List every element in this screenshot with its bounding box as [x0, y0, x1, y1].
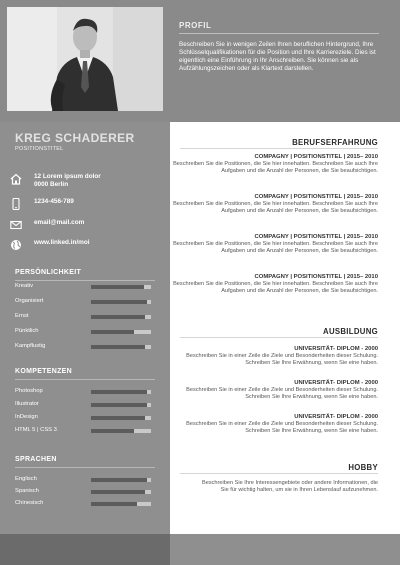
experience-entry	[173, 274, 378, 295]
skill-label: Englisch	[15, 476, 37, 482]
experience-entry-title: COMPAGNY | POSITIONSTITEL | 2015– 2010	[254, 154, 378, 160]
envelope-icon	[10, 219, 22, 231]
experience-heading: BERUFSERFAHRUNG	[292, 138, 378, 147]
education-entry-title: UNIVERSITÄT- DIPLOM - 2000	[294, 346, 378, 352]
phone-number: 1234-456-789	[34, 198, 74, 205]
experience-entry-description: Beschreiben Sie die Positionen, die Sie hier innehatten. Beschreiben Sie auch Ihre Aufgaben und die Anzahl der Personen, die Sie beaufsichtigen.	[173, 241, 378, 254]
skill-label: Kreativ	[15, 283, 34, 289]
skill-level-fill	[91, 285, 144, 289]
skill-level-fill	[91, 315, 145, 319]
address-line-1: 12 Lorem ipsum dolor	[34, 173, 101, 180]
address-line-2: 0000 Berlin	[34, 181, 69, 188]
skill-level-bar	[91, 478, 151, 482]
phone-icon	[10, 198, 22, 210]
skill-row	[15, 313, 155, 321]
skills-heading: KOMPETENZEN	[15, 368, 72, 375]
skill-label: Illustrator	[15, 401, 39, 407]
skill-level-fill	[91, 390, 147, 394]
skill-label: Ernst	[15, 313, 29, 319]
skill-label: HTML 5 | CSS 3	[15, 427, 57, 433]
skill-level-bar	[91, 345, 151, 349]
skill-row	[15, 414, 155, 422]
education-entry	[173, 414, 378, 435]
skill-row	[15, 488, 155, 496]
skill-level-fill	[91, 478, 147, 482]
experience-entry	[173, 234, 378, 255]
experience-entry-title: COMPAGNY | POSITIONSTITEL | 2015– 2010	[254, 234, 378, 240]
skill-level-fill	[91, 490, 145, 494]
skill-label: Photoshop	[15, 388, 43, 394]
skill-level-bar	[91, 300, 151, 304]
skill-level-bar	[91, 429, 151, 433]
globe-icon	[10, 239, 22, 251]
languages-heading: SPRACHEN	[15, 456, 57, 463]
skill-level-bar	[91, 502, 151, 506]
skill-label: Spanisch	[15, 488, 39, 494]
profile-photo	[7, 7, 163, 111]
education-heading: AUSBILDUNG	[323, 327, 378, 336]
photo-frame	[0, 0, 170, 122]
person-photo-illustration	[7, 7, 163, 111]
home-icon	[10, 173, 22, 185]
skill-level-bar	[91, 330, 151, 334]
education-entry-description: Beschreiben Sie in einer Zeile die Ziele und Besonderheiten dieser Schulung. Schreiben Sie Ihre Erwähnung, wenn Sie eine haben.	[186, 387, 378, 400]
person-name: KREG SCHADERER	[15, 131, 135, 145]
skill-level-bar	[91, 403, 151, 407]
profile-section	[170, 0, 400, 122]
skills-divider	[15, 379, 155, 380]
skill-level-bar	[91, 285, 151, 289]
experience-entry	[173, 154, 378, 175]
skill-level-fill	[91, 502, 137, 506]
skill-row	[15, 476, 155, 484]
skill-row	[15, 401, 155, 409]
skill-level-bar	[91, 315, 151, 319]
skill-level-bar	[91, 390, 151, 394]
experience-entry-description: Beschreiben Sie die Positionen, die Sie hier innehatten. Beschreiben Sie auch Ihre Aufgaben und die Anzahl der Personen, die Sie beaufsichtigen.	[173, 281, 378, 294]
education-entry-description: Beschreiben Sie in einer Zeile die Ziele und Besonderheiten dieser Schulung. Schreiben Sie Ihre Erwähnung, wenn Sie eine haben.	[186, 353, 378, 366]
skill-row	[15, 343, 155, 351]
skill-level-fill	[91, 300, 147, 304]
profile-divider	[179, 33, 379, 34]
education-divider	[180, 337, 378, 338]
sidebar	[0, 122, 170, 534]
email-link[interactable]: email@mail.com	[34, 219, 85, 226]
skill-row	[15, 500, 155, 508]
position-title: POSITIONSTITEL	[15, 146, 64, 152]
skill-level-fill	[91, 330, 134, 334]
skill-row	[15, 427, 155, 435]
skill-label: Kampflustig	[15, 343, 46, 349]
experience-entry-title: COMPAGNY | POSITIONSTITEL | 2015– 2010	[254, 274, 378, 280]
skill-level-bar	[91, 490, 151, 494]
experience-entry-description: Beschreiben Sie die Positionen, die Sie hier innehatten. Beschreiben Sie auch Ihre Aufgaben und die Anzahl der Personen, die Sie beaufsichtigen.	[173, 161, 378, 174]
skill-level-bar	[91, 416, 151, 420]
website-link[interactable]: www.linked.in/moi	[34, 239, 90, 246]
experience-divider	[180, 148, 378, 149]
footer-right-band	[170, 534, 400, 565]
skill-label: InDesign	[15, 414, 38, 420]
skill-label: Organisiert	[15, 298, 44, 304]
education-entry-description: Beschreiben Sie in einer Zeile die Ziele und Besonderheiten dieser Schulung. Schreiben Sie Ihre Erwähnung, wenn Sie eine haben.	[186, 421, 378, 434]
experience-entry	[173, 194, 378, 215]
skill-level-fill	[91, 345, 145, 349]
profile-heading: PROFIL	[179, 21, 212, 30]
skill-level-fill	[91, 416, 145, 420]
experience-entry-title: COMPAGNY | POSITIONSTITEL | 2015– 2010	[254, 194, 378, 200]
personality-heading: PERSÖNLICHKEIT	[15, 269, 82, 276]
education-entry	[173, 346, 378, 367]
hobby-text: Beschreiben Sie Ihre Interessengebiete oder andere Informationen, die Sie für wichtig halten, um sie in Ihren Lebenslauf aufzunehmen.	[201, 480, 378, 493]
personality-divider	[15, 280, 155, 281]
skill-row	[15, 328, 155, 336]
footer-left-band	[0, 534, 170, 565]
education-entry-title: UNIVERSITÄT- DIPLOM - 2000	[294, 414, 378, 420]
skill-row	[15, 298, 155, 306]
education-entry	[173, 380, 378, 401]
experience-entry-description: Beschreiben Sie die Positionen, die Sie hier innehatten. Beschreiben Sie auch Ihre Aufgaben und die Anzahl der Personen, die Sie beaufsichtigen.	[173, 201, 378, 214]
skill-level-fill	[91, 429, 134, 433]
skill-label: Chinesisch	[15, 500, 44, 506]
skill-row	[15, 283, 155, 291]
skill-row	[15, 388, 155, 396]
skill-label: Pünktlich	[15, 328, 39, 334]
hobby-heading: HOBBY	[348, 463, 378, 472]
main-content	[170, 122, 400, 534]
hobby-divider	[180, 473, 378, 474]
skill-level-fill	[91, 403, 147, 407]
languages-divider	[15, 467, 155, 468]
profile-text: Beschreiben Sie in wenigen Zeilen Ihren beruflichen Hintergrund, Ihre Schlüsselqualifikationen für die Position und Ihre Karriereziele. Dies ist eigentlich eine Einführung in Ihr Anschreiben. Sie können sie als Aufzählungszeichen oder als Klartext darstellen.	[179, 41, 376, 72]
education-entry-title: UNIVERSITÄT- DIPLOM - 2000	[294, 380, 378, 386]
